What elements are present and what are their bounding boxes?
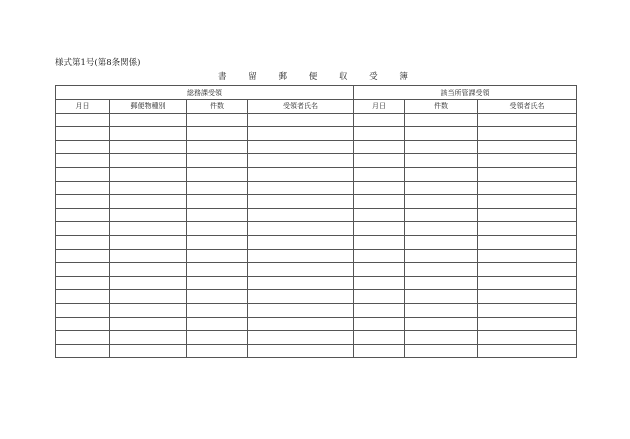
ledger-cell [187, 290, 248, 304]
ledger-row [56, 317, 577, 331]
ledger-cell [248, 290, 354, 304]
ledger-cell [478, 276, 577, 290]
ledger-cell [354, 263, 405, 277]
title-char: 収 [338, 72, 348, 82]
column-header-mail-type: 郵便物種別 [110, 100, 187, 114]
ledger-cell [110, 127, 187, 141]
ledger-cell [187, 317, 248, 331]
ledger-row [56, 344, 577, 358]
ledger-cell [248, 195, 354, 209]
ledger-cell [354, 344, 405, 358]
title-char: 便 [308, 72, 318, 82]
ledger-body [56, 113, 577, 358]
column-header-date: 月日 [354, 100, 405, 114]
ledger-cell [354, 249, 405, 263]
ledger-cell [478, 113, 577, 127]
ledger-cell [110, 317, 187, 331]
ledger-cell [187, 181, 248, 195]
ledger-cell [248, 222, 354, 236]
ledger-cell [405, 113, 478, 127]
column-header-date: 月日 [56, 100, 110, 114]
ledger-cell [354, 317, 405, 331]
ledger-cell [56, 249, 110, 263]
ledger-cell [478, 263, 577, 277]
ledger-cell [354, 113, 405, 127]
ledger-cell [110, 303, 187, 317]
ledger-cell [56, 167, 110, 181]
ledger-cell [248, 113, 354, 127]
ledger-cell [405, 331, 478, 345]
ledger-cell [110, 181, 187, 195]
ledger-cell [56, 140, 110, 154]
ledger-cell [354, 208, 405, 222]
column-header-row [56, 100, 577, 114]
ledger-cell [56, 344, 110, 358]
ledger-cell [110, 263, 187, 277]
general-affairs-group-header: 総務課受領 [56, 86, 354, 100]
ledger-row [56, 181, 577, 195]
ledger-cell [187, 167, 248, 181]
ledger-cell [354, 140, 405, 154]
ledger-cell [478, 303, 577, 317]
ledger-cell [56, 195, 110, 209]
ledger-cell [110, 344, 187, 358]
title-char: 簿 [399, 72, 408, 82]
ledger-cell [248, 331, 354, 345]
ledger-row [56, 127, 577, 141]
ledger-cell [405, 181, 478, 195]
ledger-cell [110, 276, 187, 290]
ledger-row [56, 154, 577, 168]
ledger-cell [110, 208, 187, 222]
ledger-cell [187, 113, 248, 127]
form-number-label: 様式第1号(第8条関係) [55, 58, 141, 68]
ledger-cell [187, 303, 248, 317]
ledger-cell [405, 195, 478, 209]
ledger-cell [110, 113, 187, 127]
ledger-cell [248, 344, 354, 358]
ledger-cell [354, 276, 405, 290]
ledger-cell [405, 344, 478, 358]
ledger-cell [187, 263, 248, 277]
ledger-cell [354, 235, 405, 249]
ledger-cell [478, 208, 577, 222]
ledger-cell [56, 208, 110, 222]
ledger-cell [56, 317, 110, 331]
ledger-cell [187, 154, 248, 168]
column-header-recipient-name: 受領者氏名 [478, 100, 577, 114]
ledger-cell [478, 181, 577, 195]
ledger-cell [405, 263, 478, 277]
ledger-cell [187, 344, 248, 358]
title-char: 受 [369, 72, 378, 82]
ledger-cell [248, 263, 354, 277]
ledger-row [56, 113, 577, 127]
ledger-cell [56, 290, 110, 304]
ledger-row [56, 140, 577, 154]
ledger-cell [110, 140, 187, 154]
ledger-cell [248, 127, 354, 141]
ledger-cell [110, 249, 187, 263]
ledger-cell [187, 127, 248, 141]
ledger-cell [187, 235, 248, 249]
ledger-row [56, 167, 577, 181]
ledger-cell [354, 290, 405, 304]
ledger-row [56, 263, 577, 277]
ledger-row [56, 222, 577, 236]
ledger-cell [110, 235, 187, 249]
ledger-cell [354, 181, 405, 195]
ledger-cell [110, 222, 187, 236]
ledger-cell [478, 195, 577, 209]
ledger-cell [354, 303, 405, 317]
ledger-cell [405, 167, 478, 181]
ledger-cell [354, 195, 405, 209]
ledger-row [56, 276, 577, 290]
ledger-cell [478, 331, 577, 345]
ledger-cell [110, 154, 187, 168]
ledger-cell [56, 331, 110, 345]
ledger-cell [405, 154, 478, 168]
ledger-cell [478, 140, 577, 154]
ledger-row [56, 208, 577, 222]
ledger-row [56, 235, 577, 249]
ledger-cell [187, 276, 248, 290]
ledger-cell [56, 154, 110, 168]
ledger-cell [478, 154, 577, 168]
ledger-cell [405, 249, 478, 263]
ledger-cell [187, 140, 248, 154]
ledger-cell [405, 303, 478, 317]
ledger-cell [248, 249, 354, 263]
ledger-cell [405, 235, 478, 249]
ledger-cell [354, 331, 405, 345]
ledger-cell [56, 113, 110, 127]
ledger-cell [56, 263, 110, 277]
ledger-row [56, 303, 577, 317]
department-group-header: 該当所管課受領 [354, 86, 577, 100]
ledger-cell [248, 181, 354, 195]
ledger-cell [478, 222, 577, 236]
ledger-cell [478, 249, 577, 263]
ledger-row [56, 290, 577, 304]
ledger-cell [354, 127, 405, 141]
ledger-cell [478, 127, 577, 141]
ledger-cell [56, 303, 110, 317]
ledger-cell [248, 276, 354, 290]
ledger-cell [248, 140, 354, 154]
ledger-cell [187, 249, 248, 263]
ledger-cell [478, 317, 577, 331]
ledger-cell [405, 290, 478, 304]
ledger-cell [110, 331, 187, 345]
ledger-cell [478, 344, 577, 358]
ledger-cell [405, 140, 478, 154]
title-char: 書 [218, 72, 227, 82]
registered-mail-ledger-table [55, 85, 577, 358]
title-char: 留 [248, 72, 257, 82]
ledger-cell [478, 167, 577, 181]
ledger-cell [56, 127, 110, 141]
ledger-cell [405, 276, 478, 290]
ledger-cell [354, 154, 405, 168]
column-header-recipient-name: 受領者氏名 [248, 100, 354, 114]
ledger-cell [405, 208, 478, 222]
ledger-row [56, 249, 577, 263]
ledger-cell [248, 167, 354, 181]
ledger-cell [56, 222, 110, 236]
ledger-cell [405, 127, 478, 141]
ledger-cell [110, 195, 187, 209]
ledger-cell [354, 222, 405, 236]
ledger-cell [56, 181, 110, 195]
ledger-row [56, 195, 577, 209]
ledger-cell [248, 317, 354, 331]
column-header-count: 件数 [405, 100, 478, 114]
document-title [218, 70, 408, 82]
ledger-cell [110, 167, 187, 181]
ledger-cell [248, 208, 354, 222]
ledger-row [56, 331, 577, 345]
ledger-cell [110, 290, 187, 304]
ledger-cell [354, 167, 405, 181]
title-char: 郵 [278, 72, 287, 82]
ledger-cell [187, 208, 248, 222]
ledger-cell [187, 222, 248, 236]
ledger-cell [405, 317, 478, 331]
ledger-cell [56, 276, 110, 290]
ledger-cell [405, 222, 478, 236]
ledger-cell [187, 331, 248, 345]
group-header-row [56, 86, 577, 100]
ledger-cell [248, 235, 354, 249]
ledger-cell [248, 154, 354, 168]
ledger-cell [478, 290, 577, 304]
ledger-cell [248, 303, 354, 317]
ledger-cell [56, 235, 110, 249]
ledger-cell [187, 195, 248, 209]
ledger-cell [478, 235, 577, 249]
column-header-count: 件数 [187, 100, 248, 114]
